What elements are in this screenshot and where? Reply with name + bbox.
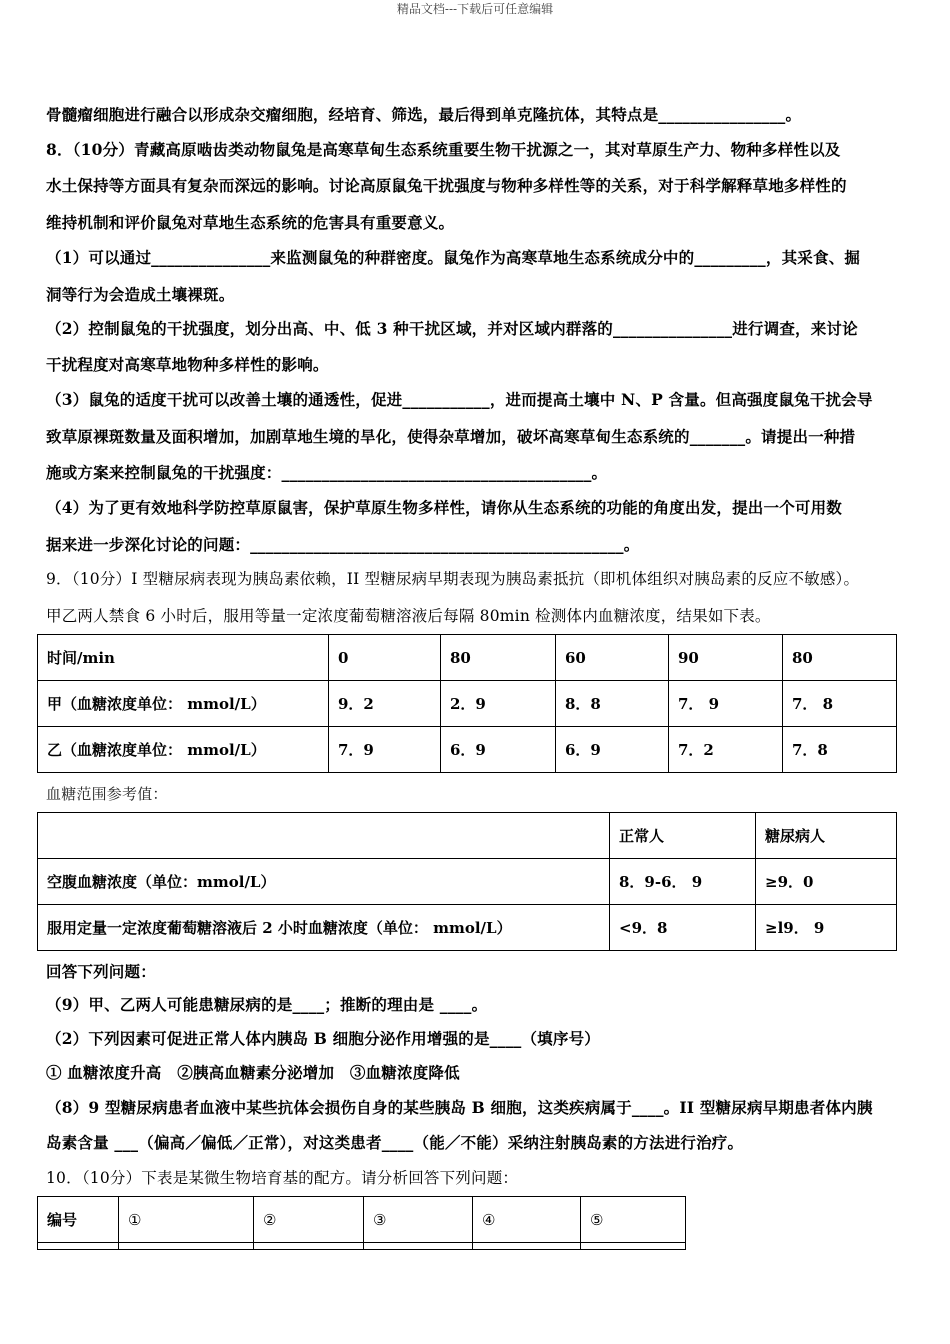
question-8-sub-1: 洞等行为会造成土壤裸斑。 [46, 285, 235, 304]
table-cell [581, 1243, 686, 1250]
question-9-line: 9．（10分）I 型糖尿病表现为胰岛素依赖，II 型糖尿病早期表现为胰岛素抵抗（即机体组织对胰岛素的反应不敏感）。 [46, 570, 860, 588]
table-header-row [38, 1197, 686, 1243]
table-row [38, 1243, 686, 1250]
table-cell [119, 1243, 254, 1250]
table-cell: 7． 9 [669, 681, 783, 727]
table-cell: ④ [473, 1197, 581, 1243]
table-cell: 90 [669, 635, 783, 681]
table-cell: 编号 [38, 1197, 119, 1243]
table-cell: ≥9．0 [756, 859, 897, 905]
table-cell: 7．8 [783, 727, 897, 773]
glucose-measurement-table [37, 634, 897, 773]
question-9-sub-3: （8）9 型糖尿病患者血液中某些抗体会损伤自身的某些胰岛 B 细胞，这类疾病属于____。II 型糖尿病早期患者体内胰 [46, 1098, 873, 1117]
table-cell: 2．9 [441, 681, 556, 727]
table-cell: ③ [364, 1197, 473, 1243]
culture-medium-table [37, 1196, 686, 1250]
table-cell: 正常人 [610, 813, 756, 859]
table-cell: 0 [329, 635, 441, 681]
table-cell: 80 [441, 635, 556, 681]
reference-label: 血糖范围参考值： [46, 785, 168, 803]
question-9-options: ① 血糖浓度升高 ②胰高血糖素分泌增加 ③血糖浓度降低 [46, 1063, 460, 1082]
page-header: 精品文档---下载后可任意编辑 [396, 2, 554, 16]
question-8-sub-4: （4）为了更有效地科学防控草原鼠害，保护草原生物多样性，请你从生态系统的功能的角度出发，提出一个可用数 [46, 498, 842, 517]
table-cell: ⑤ [581, 1197, 686, 1243]
question-9-sub-3: 岛素含量 ___（偏高／偏低／正常），对这类患者____（能／不能）采纳注射胰岛素的方法进行治疗。 [46, 1133, 744, 1152]
question-10-line: 10．（10分）下表是某微生物培育基的配方。请分析回答下列问题： [46, 1169, 519, 1187]
table-header-row [38, 813, 897, 859]
table-row [38, 905, 897, 951]
table-row [38, 681, 897, 727]
question-8-line: 维持机制和评价鼠兔对草地生态系统的危害具有重要意义。 [46, 213, 455, 232]
table-cell: 9．2 [329, 681, 441, 727]
table-row [38, 727, 897, 773]
table-cell: 空腹血糖浓度（单位：mmol/L） [38, 859, 610, 905]
table-cell [364, 1243, 473, 1250]
table-cell: 7． 8 [783, 681, 897, 727]
question-9-sub-2: （2）下列因素可促进正常人体内胰岛 B 细胞分泌作用增强的是____（填序号） [46, 1029, 600, 1048]
table-cell: 60 [556, 635, 669, 681]
table-cell: 服用定量一定浓度葡萄糖溶液后 2 小时血糖浓度（单位： mmol/L） [38, 905, 610, 951]
question-8-sub-4: 据来进一步深化讨论的问题：_______________________________________________。 [46, 535, 640, 554]
question-9-line: 甲乙两人禁食 6 小时后，服用等量一定浓度葡萄糖溶液后每隔 80min 检测体内血糖浓度，结果如下表。 [46, 607, 771, 625]
question-9-sub-1: （9）甲、乙两人可能患糖尿病的是____；推断的理由是 ____。 [46, 995, 488, 1014]
text-line: 骨髓瘤细胞进行融合以形成杂交瘤细胞，经培育、筛选，最后得到单克隆抗体，其特点是________________。 [46, 105, 802, 124]
question-8-line: 8．（10分）青藏高原啮齿类动物鼠兔是高寒草甸生态系统重要生物干扰源之一，其对草原生产力、物种多样性以及 [46, 140, 841, 159]
table-header-row [38, 635, 897, 681]
table-row [38, 859, 897, 905]
question-8-sub-3: 致草原裸斑数量及面积增加，加剧草地生境的旱化，使得杂草增加，破坏高寒草甸生态系统的_______。请提出一种措 [46, 427, 856, 446]
table-cell: 7．2 [669, 727, 783, 773]
table-cell [38, 1243, 119, 1250]
table-cell: ≥l9． 9 [756, 905, 897, 951]
table-cell [473, 1243, 581, 1250]
table-cell: 8．9-6． 9 [610, 859, 756, 905]
question-8-sub-2: 干扰程度对高寒草地物种多样性的影响。 [46, 355, 329, 374]
table-cell: ① [119, 1197, 254, 1243]
table-cell: 甲（血糖浓度单位： mmol/L） [38, 681, 329, 727]
question-8-sub-1: （1）可以通过_______________来监测鼠兔的种群密度。鼠兔作为高寒草地生态系统成分中的_________，其采食、掘 [46, 248, 861, 267]
table-cell: 6．9 [556, 727, 669, 773]
table-cell: 7．9 [329, 727, 441, 773]
table-cell: 80 [783, 635, 897, 681]
answer-label: 回答下列问题： [46, 962, 156, 981]
table-cell: 糖尿病人 [756, 813, 897, 859]
table-cell: ② [254, 1197, 364, 1243]
table-cell: 乙（血糖浓度单位： mmol/L） [38, 727, 329, 773]
table-cell: 时间/min [38, 635, 329, 681]
table-cell: 6．9 [441, 727, 556, 773]
reference-range-table [37, 812, 897, 951]
question-8-sub-3: 施或方案来控制鼠兔的干扰强度：_______________________________________。 [46, 463, 608, 482]
table-cell: 8．8 [556, 681, 669, 727]
question-8-line: 水土保持等方面具有复杂而深远的影响。讨论高原鼠兔干扰强度与物种多样性等的关系，对于科学解释草地多样性的 [46, 176, 847, 195]
question-8-sub-3: （3）鼠兔的适度干扰可以改善土壤的通透性，促进___________，进而提高土壤中 N、P 含量。但高强度鼠兔干扰会导 [46, 390, 873, 409]
table-cell [254, 1243, 364, 1250]
table-cell [38, 813, 610, 859]
question-8-sub-2: （2）控制鼠兔的干扰强度，划分出高、中、低 3 种干扰区域，并对区域内群落的_______________进行调查，来讨论 [46, 319, 858, 338]
table-cell: <9．8 [610, 905, 756, 951]
